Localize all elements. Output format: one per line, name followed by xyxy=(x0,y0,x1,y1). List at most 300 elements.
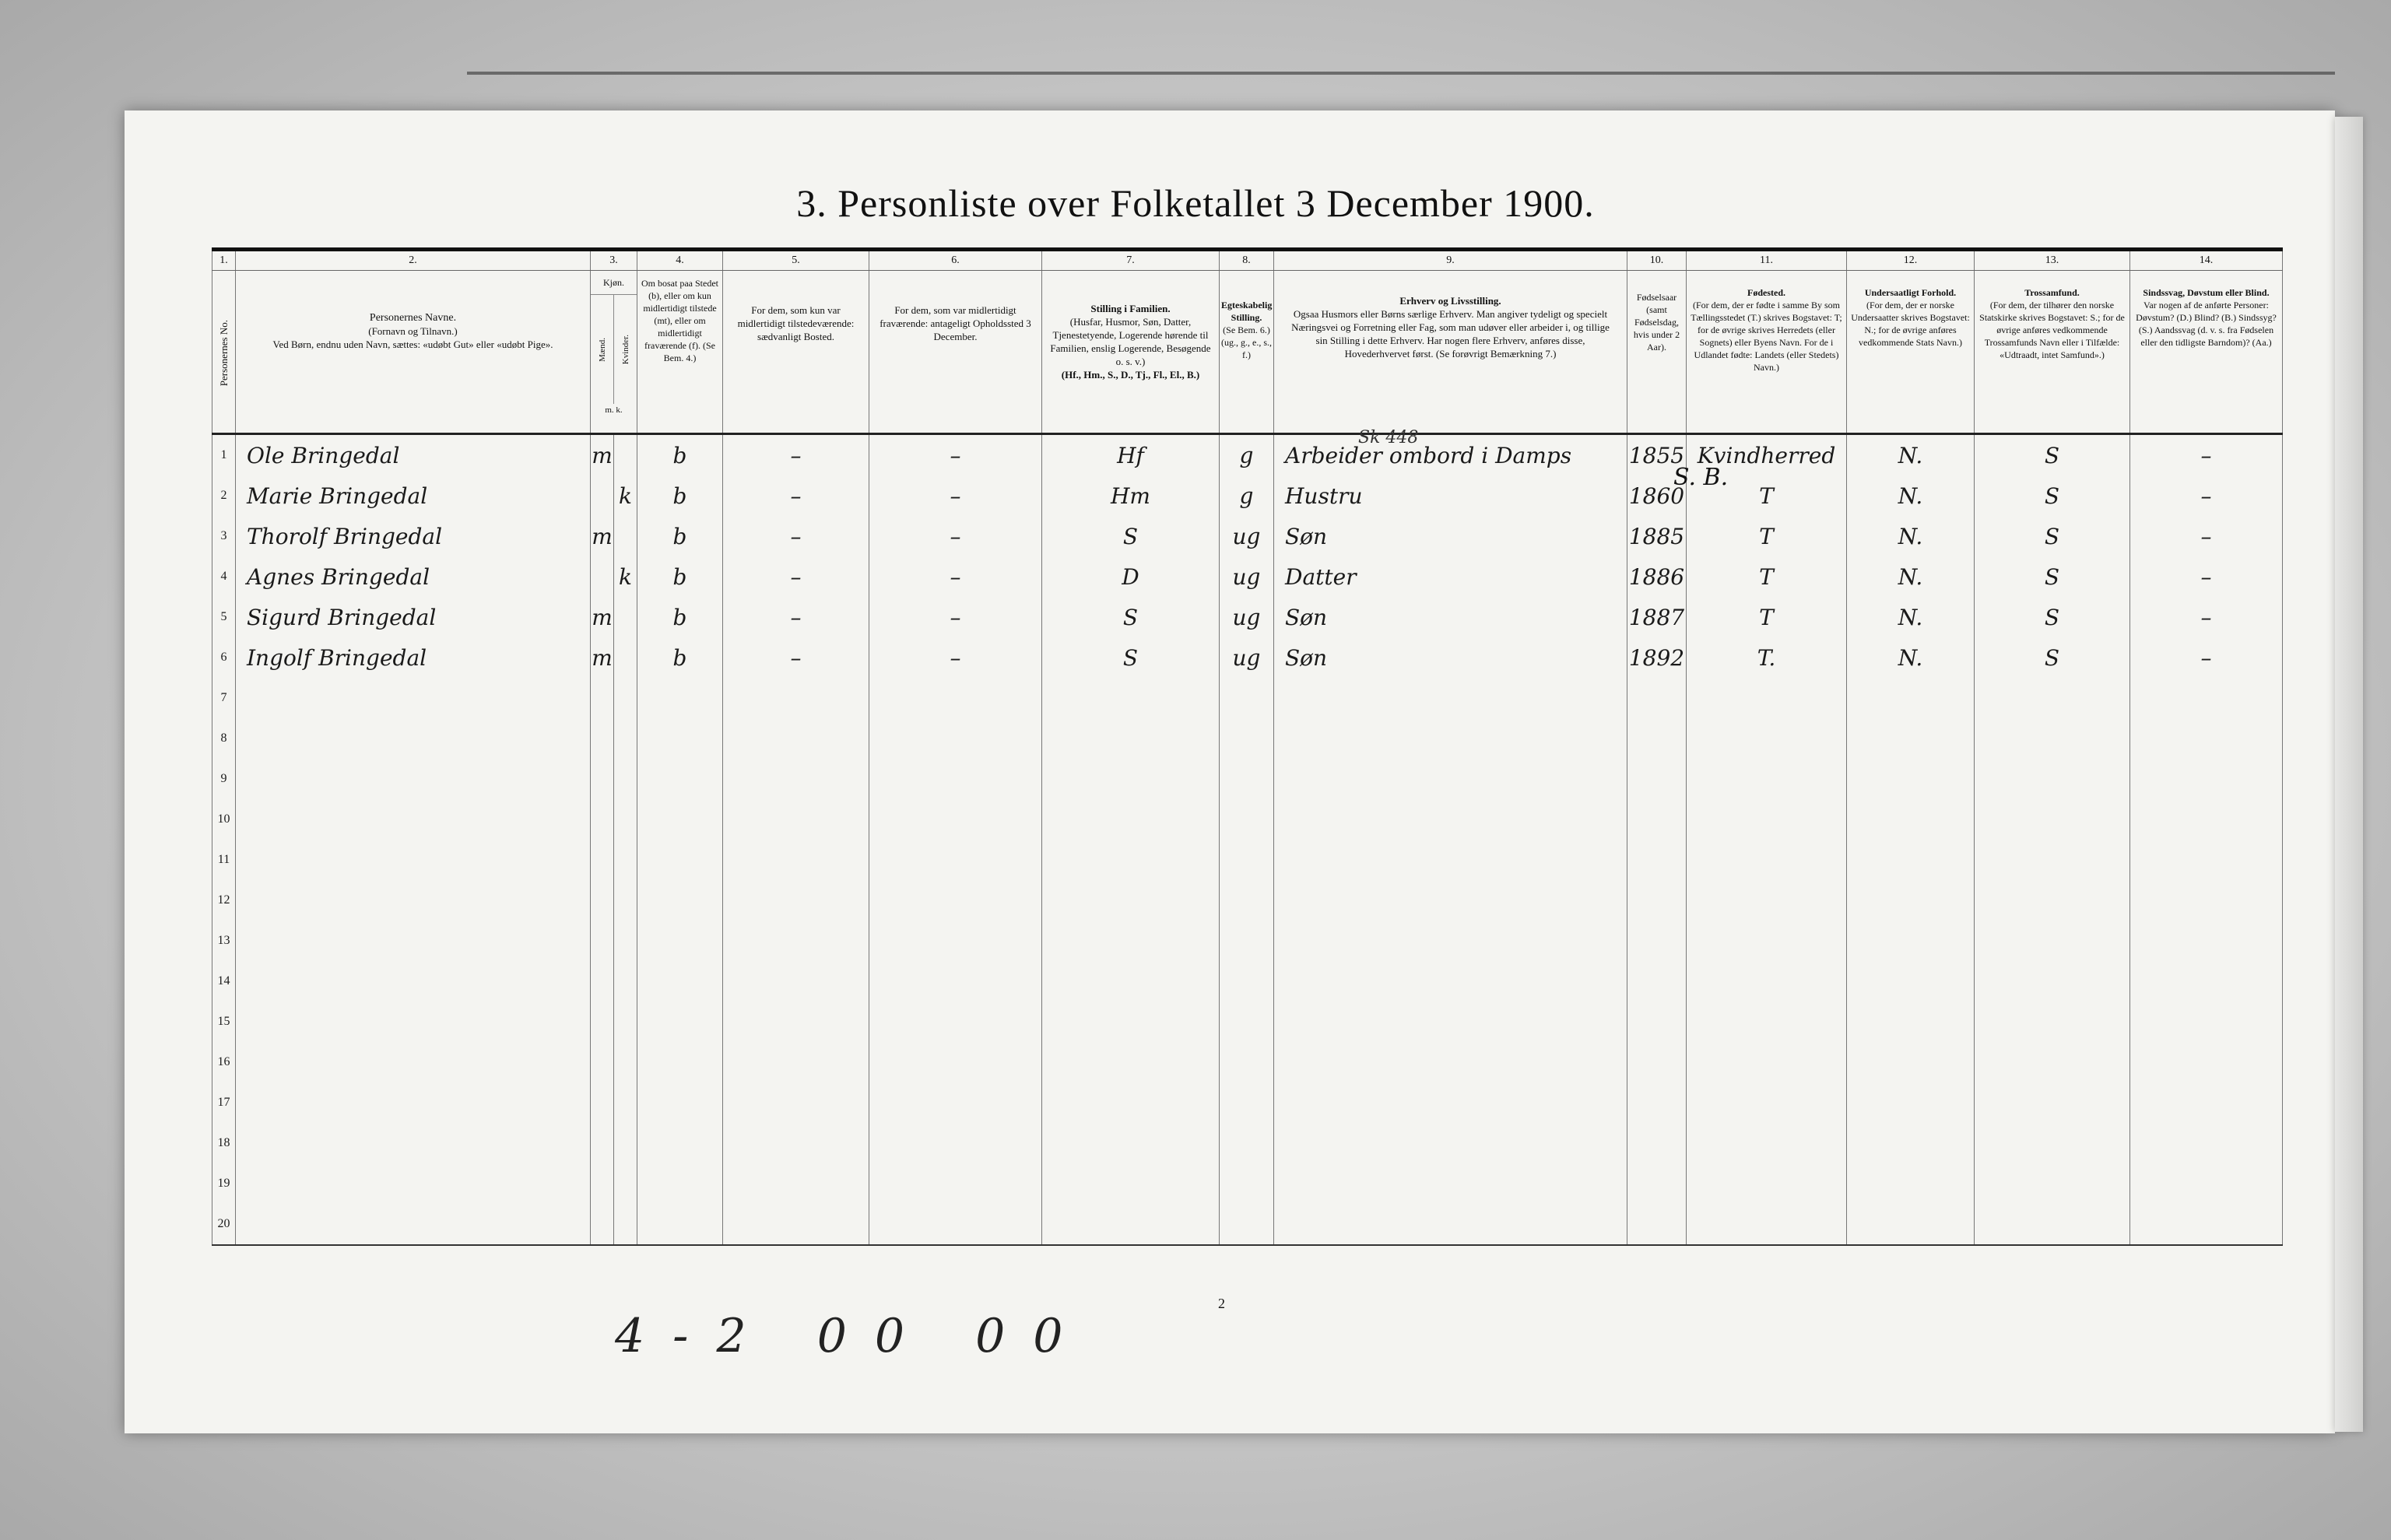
occupation: Hustru xyxy=(1274,475,1627,516)
row-number: 4 xyxy=(212,556,236,597)
temp-location: – xyxy=(869,475,1042,516)
usual-residence: – xyxy=(723,434,869,476)
temp-location xyxy=(869,880,1042,921)
occupation xyxy=(1274,1163,1627,1204)
disability xyxy=(2130,1123,2283,1163)
person-name xyxy=(236,1204,591,1245)
disability xyxy=(2130,921,2283,961)
table-row xyxy=(212,637,2283,678)
row-number: 8 xyxy=(212,718,236,759)
citizenship: N. xyxy=(1847,597,1975,637)
gender-female xyxy=(614,1123,637,1163)
header-names-sub: (Fornavn og Tilnavn.) xyxy=(368,325,458,337)
header-usual-residence xyxy=(723,271,869,434)
citizenship xyxy=(1847,1002,1975,1042)
header-occupation-title: Erhverv og Livsstilling. xyxy=(1399,295,1501,307)
birthplace xyxy=(1687,718,1847,759)
col-number: 14. xyxy=(2130,250,2283,271)
gender-male xyxy=(591,1082,614,1123)
citizenship xyxy=(1847,921,1975,961)
marital-status: ug xyxy=(1220,597,1274,637)
birthplace: T. xyxy=(1687,637,1847,678)
citizenship xyxy=(1847,1082,1975,1123)
table-row xyxy=(212,718,2283,759)
family-position xyxy=(1042,921,1220,961)
marital-status: ug xyxy=(1220,516,1274,556)
gender-female xyxy=(614,759,637,799)
occupation xyxy=(1274,759,1627,799)
temp-location: – xyxy=(869,516,1042,556)
family-position xyxy=(1042,1002,1220,1042)
birthplace: T xyxy=(1687,475,1847,516)
family-position xyxy=(1042,1042,1220,1082)
gender-male: m xyxy=(591,516,614,556)
row-number: 14 xyxy=(212,961,236,1002)
disability: – xyxy=(2130,516,2283,556)
disability xyxy=(2130,1163,2283,1204)
marital-status: g xyxy=(1220,475,1274,516)
family-position: S xyxy=(1042,637,1220,678)
family-position xyxy=(1042,1082,1220,1123)
birth-year xyxy=(1627,759,1687,799)
gender-female xyxy=(614,597,637,637)
occupation xyxy=(1274,880,1627,921)
residence-status xyxy=(637,880,723,921)
gender-male xyxy=(591,1042,614,1082)
header-marital-text: (Se Bem. 6.) (ug., g., e., s., f.) xyxy=(1221,324,1272,360)
disability xyxy=(2130,1042,2283,1082)
header-gender-mk: m. k. xyxy=(605,405,623,415)
birthplace xyxy=(1687,799,1847,840)
header-citizenship-text: (For dem, der er norske Undersaatter skrives Bogstavet: N.; for de øvrige anføres vedkommende Stats Navn.) xyxy=(1851,300,1970,348)
birth-year xyxy=(1627,1082,1687,1123)
handwritten-code: 4-2 00 00 xyxy=(615,1309,1091,1363)
header-usual-residence-text: For dem, som kun var midlertidigt tilstedeværende: sædvanligt Bosted. xyxy=(737,304,855,342)
col-number: 9. xyxy=(1274,250,1627,271)
religion xyxy=(1975,678,2130,718)
table-row xyxy=(212,1002,2283,1042)
marital-status xyxy=(1220,678,1274,718)
table-row xyxy=(212,434,2283,476)
row-number: 15 xyxy=(212,1002,236,1042)
temp-location xyxy=(869,718,1042,759)
residence-status xyxy=(637,678,723,718)
birth-year xyxy=(1627,880,1687,921)
usual-residence: – xyxy=(723,597,869,637)
table-row xyxy=(212,759,2283,799)
header-marital xyxy=(1220,271,1274,434)
family-position xyxy=(1042,840,1220,880)
disability xyxy=(2130,678,2283,718)
gender-male xyxy=(591,880,614,921)
residence-status: b xyxy=(637,597,723,637)
citizenship: N. xyxy=(1847,475,1975,516)
birthplace: T xyxy=(1687,597,1847,637)
person-name: Ole Bringedal xyxy=(236,434,591,476)
header-person-no xyxy=(212,271,236,434)
row-number: 10 xyxy=(212,799,236,840)
religion xyxy=(1975,799,2130,840)
usual-residence xyxy=(723,759,869,799)
residence-status: b xyxy=(637,475,723,516)
row-number: 17 xyxy=(212,1082,236,1123)
person-name xyxy=(236,880,591,921)
col-number: 3. xyxy=(591,250,637,271)
citizenship: N. xyxy=(1847,556,1975,597)
header-citizenship xyxy=(1847,271,1975,434)
occupation xyxy=(1274,1123,1627,1163)
census-table xyxy=(212,247,2283,1246)
citizenship xyxy=(1847,840,1975,880)
marital-status xyxy=(1220,1123,1274,1163)
birthplace: T xyxy=(1687,516,1847,556)
temp-location: – xyxy=(869,597,1042,637)
table-row xyxy=(212,1163,2283,1204)
disability xyxy=(2130,1204,2283,1245)
person-name xyxy=(236,1082,591,1123)
gender-female xyxy=(614,1082,637,1123)
occupation-annotation: Sk 448 xyxy=(1358,428,1419,447)
col-number: 6. xyxy=(869,250,1042,271)
row-number: 16 xyxy=(212,1042,236,1082)
birth-year xyxy=(1627,1204,1687,1245)
form-title: 3. Personliste over Folketallet 3 December 1900. xyxy=(796,181,1595,225)
birth-year xyxy=(1627,718,1687,759)
citizenship xyxy=(1847,1163,1975,1204)
birth-year: 1887 xyxy=(1627,597,1687,637)
birth-year: 1892 xyxy=(1627,637,1687,678)
header-gender-male: Mænd. xyxy=(597,337,607,362)
temp-location xyxy=(869,1204,1042,1245)
citizenship xyxy=(1847,718,1975,759)
person-name xyxy=(236,1042,591,1082)
occupation xyxy=(1274,840,1627,880)
gender-female xyxy=(614,516,637,556)
religion xyxy=(1975,921,2130,961)
birth-year xyxy=(1627,1163,1687,1204)
header-birthplace xyxy=(1687,271,1847,434)
person-name xyxy=(236,759,591,799)
table-row xyxy=(212,961,2283,1002)
header-family-position-text: (Husfar, Husmor, Søn, Datter, Tjenestetyende, Logerende hørende til Familien, enslig Logerende, Besøgende o. s. v.) xyxy=(1050,316,1211,367)
usual-residence xyxy=(723,921,869,961)
col-number: 13. xyxy=(1975,250,2130,271)
birthplace xyxy=(1687,678,1847,718)
usual-residence xyxy=(723,1163,869,1204)
usual-residence xyxy=(723,1042,869,1082)
residence-status: b xyxy=(637,637,723,678)
table-row xyxy=(212,921,2283,961)
temp-location xyxy=(869,1123,1042,1163)
family-position xyxy=(1042,799,1220,840)
family-position xyxy=(1042,1123,1220,1163)
temp-location xyxy=(869,921,1042,961)
header-disability xyxy=(2130,271,2283,434)
birthplace-annotation: S. B. xyxy=(1673,464,1729,491)
birth-year: 1855 xyxy=(1627,434,1687,476)
temp-location xyxy=(869,1042,1042,1082)
col-number: 11. xyxy=(1687,250,1847,271)
row-number: 19 xyxy=(212,1163,236,1204)
birth-year: 1885 xyxy=(1627,516,1687,556)
occupation: Søn xyxy=(1274,516,1627,556)
person-name xyxy=(236,921,591,961)
header-disability-title: Sindssvag, Døvstum eller Blind. xyxy=(2143,287,2270,298)
col-number: 2. xyxy=(236,250,591,271)
row-number: 12 xyxy=(212,880,236,921)
disability: – xyxy=(2130,434,2283,476)
gender-female xyxy=(614,880,637,921)
person-name xyxy=(236,961,591,1002)
marital-status xyxy=(1220,1082,1274,1123)
birthplace xyxy=(1687,921,1847,961)
occupation: Arbeider ombord i Damps xyxy=(1274,434,1627,476)
occupation xyxy=(1274,678,1627,718)
birthplace xyxy=(1687,1123,1847,1163)
header-names-note: Ved Børn, endnu uden Navn, sættes: «udøbt Gut» eller «udøbt Pige». xyxy=(272,339,553,350)
table-row xyxy=(212,475,2283,516)
disability: – xyxy=(2130,637,2283,678)
temp-location xyxy=(869,678,1042,718)
residence-status xyxy=(637,921,723,961)
temp-location: – xyxy=(869,434,1042,476)
col-number: 10. xyxy=(1627,250,1687,271)
marital-status xyxy=(1220,840,1274,880)
birthplace xyxy=(1687,1204,1847,1245)
residence-status xyxy=(637,840,723,880)
gender-female xyxy=(614,718,637,759)
birthplace xyxy=(1687,880,1847,921)
person-name: Thorolf Bringedal xyxy=(236,516,591,556)
gender-male xyxy=(591,678,614,718)
header-birth-year xyxy=(1627,271,1687,434)
col-number: 8. xyxy=(1220,250,1274,271)
header-gender-title: Kjøn. xyxy=(591,271,637,295)
gender-male xyxy=(591,1002,614,1042)
header-citizenship-title: Undersaatligt Forhold. xyxy=(1864,287,1957,298)
header-birthplace-title: Fødested. xyxy=(1747,287,1785,298)
residence-status xyxy=(637,1082,723,1123)
gender-female xyxy=(614,961,637,1002)
birthplace: Kvindherred xyxy=(1687,434,1847,476)
gender-male xyxy=(591,759,614,799)
person-name: Marie Bringedal xyxy=(236,475,591,516)
residence-status xyxy=(637,1042,723,1082)
column-header-row xyxy=(212,271,2283,434)
gender-female: k xyxy=(614,556,637,597)
usual-residence xyxy=(723,678,869,718)
table-row xyxy=(212,1082,2283,1123)
family-position xyxy=(1042,1204,1220,1245)
occupation xyxy=(1274,1042,1627,1082)
residence-status xyxy=(637,1123,723,1163)
citizenship xyxy=(1847,880,1975,921)
table-row xyxy=(212,1204,2283,1245)
person-name xyxy=(236,840,591,880)
top-rule-line xyxy=(467,72,2335,75)
marital-status xyxy=(1220,961,1274,1002)
marital-status xyxy=(1220,1042,1274,1082)
occupation xyxy=(1274,718,1627,759)
birthplace xyxy=(1687,759,1847,799)
row-number: 2 xyxy=(212,475,236,516)
citizenship: N. xyxy=(1847,434,1975,476)
header-names-title: Personernes Navne. xyxy=(369,312,457,324)
gender-male xyxy=(591,921,614,961)
person-name xyxy=(236,799,591,840)
row-number: 18 xyxy=(212,1123,236,1163)
table-row xyxy=(212,1123,2283,1163)
header-person-no-text: Personernes No. xyxy=(217,320,230,387)
religion xyxy=(1975,1002,2130,1042)
disability xyxy=(2130,880,2283,921)
marital-status xyxy=(1220,1002,1274,1042)
religion xyxy=(1975,880,2130,921)
citizenship xyxy=(1847,1204,1975,1245)
citizenship: N. xyxy=(1847,637,1975,678)
temp-location xyxy=(869,799,1042,840)
gender-female xyxy=(614,678,637,718)
marital-status xyxy=(1220,718,1274,759)
gender-male xyxy=(591,799,614,840)
usual-residence xyxy=(723,1082,869,1123)
residence-status xyxy=(637,799,723,840)
temp-location xyxy=(869,1163,1042,1204)
row-number: 3 xyxy=(212,516,236,556)
marital-status xyxy=(1220,921,1274,961)
header-residence-status: Om bosat paa Stedet (b), eller om kun midlertidigt tilstede (mt), eller om midlertidigt fraværende (f). (Se Bem. 4.) xyxy=(637,271,723,434)
disability xyxy=(2130,840,2283,880)
citizenship xyxy=(1847,961,1975,1002)
row-number: 9 xyxy=(212,759,236,799)
residence-status: b xyxy=(637,434,723,476)
gender-male xyxy=(591,1163,614,1204)
header-disability-text: Var nogen af de anførte Personer: Døvstum? (D.) Blind? (B.) Sindssyg? (S.) Aandssvag (d. v. s. fra Fødselen eller den tidligste Barndom)? (Aa.) xyxy=(2136,300,2277,348)
religion xyxy=(1975,961,2130,1002)
gender-male: m xyxy=(591,597,614,637)
temp-location xyxy=(869,1082,1042,1123)
usual-residence xyxy=(723,880,869,921)
family-position: Hf xyxy=(1042,434,1220,476)
usual-residence xyxy=(723,1002,869,1042)
family-position: Hm xyxy=(1042,475,1220,516)
occupation xyxy=(1274,921,1627,961)
family-position: S xyxy=(1042,516,1220,556)
religion: S xyxy=(1975,597,2130,637)
header-birth-year-text: Fødselsaar (samt Fødselsdag, hvis under 2 Aar). xyxy=(1633,292,1680,353)
col-number: 5. xyxy=(723,250,869,271)
citizenship xyxy=(1847,799,1975,840)
religion xyxy=(1975,1204,2130,1245)
residence-status xyxy=(637,961,723,1002)
gender-female xyxy=(614,1042,637,1082)
temp-location xyxy=(869,840,1042,880)
gender-male xyxy=(591,1123,614,1163)
gender-female xyxy=(614,1163,637,1204)
family-position: D xyxy=(1042,556,1220,597)
marital-status xyxy=(1220,1204,1274,1245)
table-row xyxy=(212,678,2283,718)
birth-year xyxy=(1627,921,1687,961)
row-number: 11 xyxy=(212,840,236,880)
temp-location xyxy=(869,961,1042,1002)
gender-female xyxy=(614,434,637,476)
disability: – xyxy=(2130,556,2283,597)
marital-status: ug xyxy=(1220,556,1274,597)
residence-status xyxy=(637,718,723,759)
citizenship xyxy=(1847,1123,1975,1163)
birthplace xyxy=(1687,961,1847,1002)
person-name xyxy=(236,1163,591,1204)
gender-male xyxy=(591,556,614,597)
usual-residence xyxy=(723,718,869,759)
table-row xyxy=(212,597,2283,637)
religion: S xyxy=(1975,434,2130,476)
gender-female: k xyxy=(614,475,637,516)
occupation xyxy=(1274,799,1627,840)
table-row xyxy=(212,799,2283,840)
col-number: 4. xyxy=(637,250,723,271)
disability xyxy=(2130,961,2283,1002)
row-number: 5 xyxy=(212,597,236,637)
usual-residence xyxy=(723,840,869,880)
citizenship xyxy=(1847,678,1975,718)
family-position xyxy=(1042,880,1220,921)
disability xyxy=(2130,718,2283,759)
person-name xyxy=(236,678,591,718)
birth-year xyxy=(1627,961,1687,1002)
gender-female xyxy=(614,1002,637,1042)
residence-status xyxy=(637,1204,723,1245)
row-number: 13 xyxy=(212,921,236,961)
religion xyxy=(1975,1082,2130,1123)
header-temp-location xyxy=(869,271,1042,434)
header-gender xyxy=(591,271,637,434)
birthplace xyxy=(1687,1042,1847,1082)
usual-residence: – xyxy=(723,475,869,516)
marital-status xyxy=(1220,1163,1274,1204)
birth-year xyxy=(1627,1042,1687,1082)
header-birthplace-text: (For dem, der er fødte i samme By som Tællingsstedet (T.) skrives Bogstavet: T; for de øvrige skrives Herredets (eller Sognets) eller Byens Navn. For de i Udlandet fødte: Landets (eller Stedets) Navn.) xyxy=(1691,300,1842,373)
occupation: Søn xyxy=(1274,597,1627,637)
header-names xyxy=(236,271,591,434)
person-name xyxy=(236,1123,591,1163)
gender-female xyxy=(614,840,637,880)
col-number: 12. xyxy=(1847,250,1975,271)
gender-male xyxy=(591,961,614,1002)
table-row xyxy=(212,840,2283,880)
disability xyxy=(2130,1082,2283,1123)
usual-residence xyxy=(723,1123,869,1163)
header-religion-title: Trossamfund. xyxy=(2024,287,2080,298)
disability: – xyxy=(2130,597,2283,637)
usual-residence: – xyxy=(723,556,869,597)
family-position xyxy=(1042,718,1220,759)
birthplace xyxy=(1687,1082,1847,1123)
religion xyxy=(1975,1042,2130,1082)
disability xyxy=(2130,759,2283,799)
header-gender-female: Kvinder. xyxy=(620,334,630,365)
gender-female xyxy=(614,921,637,961)
birth-year xyxy=(1627,799,1687,840)
gender-female xyxy=(614,637,637,678)
birthplace xyxy=(1687,840,1847,880)
temp-location xyxy=(869,759,1042,799)
occupation xyxy=(1274,1002,1627,1042)
header-religion-text: (For dem, der tilhører den norske Statskirke skrives Bogstavet: S.; for de øvrige anføres vedkommende Trossamfunds Navn eller i Tilfælde: «Udtraadt, intet Samfund».) xyxy=(1979,300,2125,360)
page-number: 2 xyxy=(1218,1296,1225,1311)
citizenship: N. xyxy=(1847,516,1975,556)
